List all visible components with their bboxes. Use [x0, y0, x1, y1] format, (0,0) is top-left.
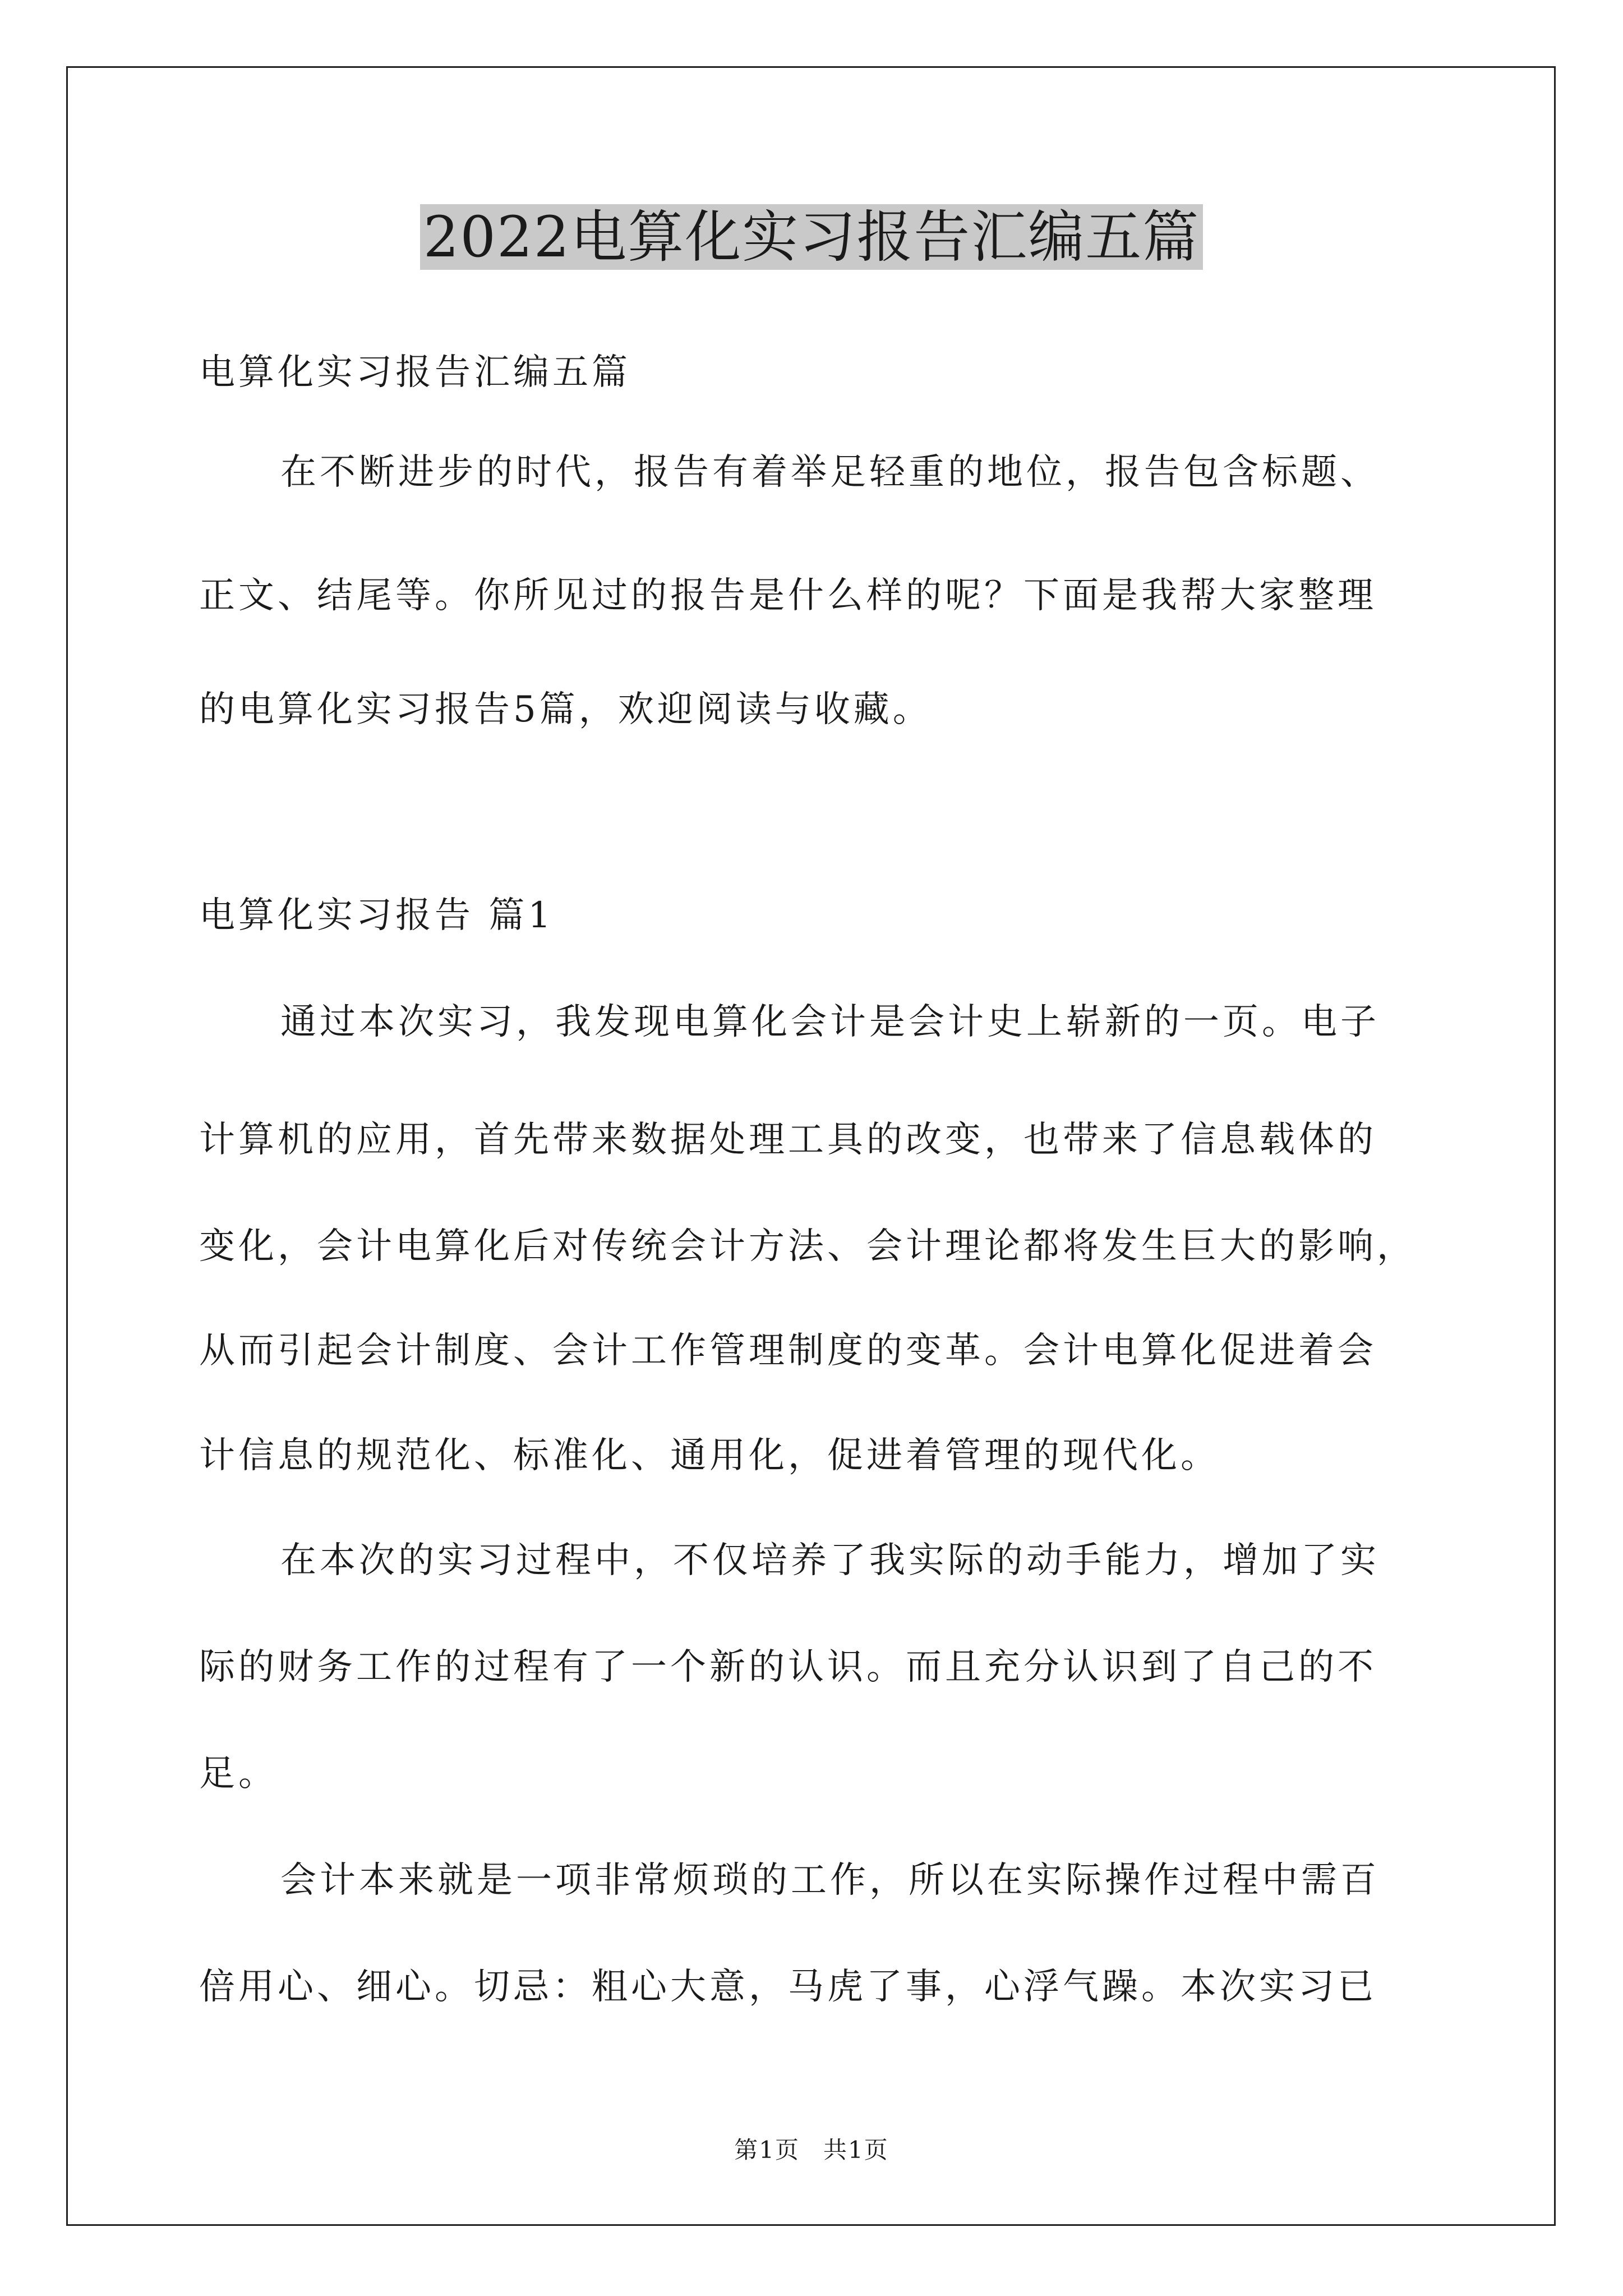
subtitle: 电算化实习报告汇编五篇: [199, 352, 631, 393]
intro-line: 的电算化实习报告5篇，欢迎阅读与收藏。: [199, 689, 932, 730]
paragraph-line: 计算机的应用，首先带来数据处理工具的改变，也带来了信息载体的: [199, 1119, 1377, 1161]
section-heading: 电算化实习报告 篇1: [199, 895, 555, 936]
paragraph-line: 通过本次实习，我发现电算化会计是会计史上崭新的一页。电子: [280, 1001, 1380, 1043]
paragraph-line: 变化，会计电算化后对传统会计方法、会计理论都将发生巨大的影响，: [199, 1226, 1416, 1267]
page-footer: [0, 2132, 1623, 2165]
paragraph-line: 计信息的规范化、标准化、通用化，促进着管理的现代化。: [199, 1435, 1220, 1476]
paragraph-line: 际的财务工作的过程有了一个新的认识。而且充分认识到了自己的不: [199, 1646, 1377, 1688]
page-total: 共1页: [823, 2136, 889, 2164]
document-title-text: 2022电算化实习报告汇编五篇: [420, 204, 1204, 270]
intro-line: 正文、结尾等。你所见过的报告是什么样的呢？下面是我帮大家整理: [199, 575, 1377, 616]
paragraph-line: 足。: [199, 1753, 278, 1795]
paragraph-line: 会计本来就是一项非常烦琐的工作，所以在实际操作过程中需百: [280, 1860, 1380, 1901]
paragraph-line: 在本次的实习过程中，不仅培养了我实际的动手能力，增加了实: [280, 1540, 1380, 1581]
paragraph-line: 从而引起会计制度、会计工作管理制度的变革。会计电算化促进着会: [199, 1330, 1377, 1372]
page-number: 第1页: [734, 2136, 800, 2164]
paragraph-line: 倍用心、细心。切忌：粗心大意，马虎了事，心浮气躁。本次实习已: [199, 1966, 1377, 2008]
intro-line: 在不断进步的时代，报告有着举足轻重的地位，报告包含标题、: [280, 452, 1380, 493]
document-title: [0, 195, 1623, 279]
